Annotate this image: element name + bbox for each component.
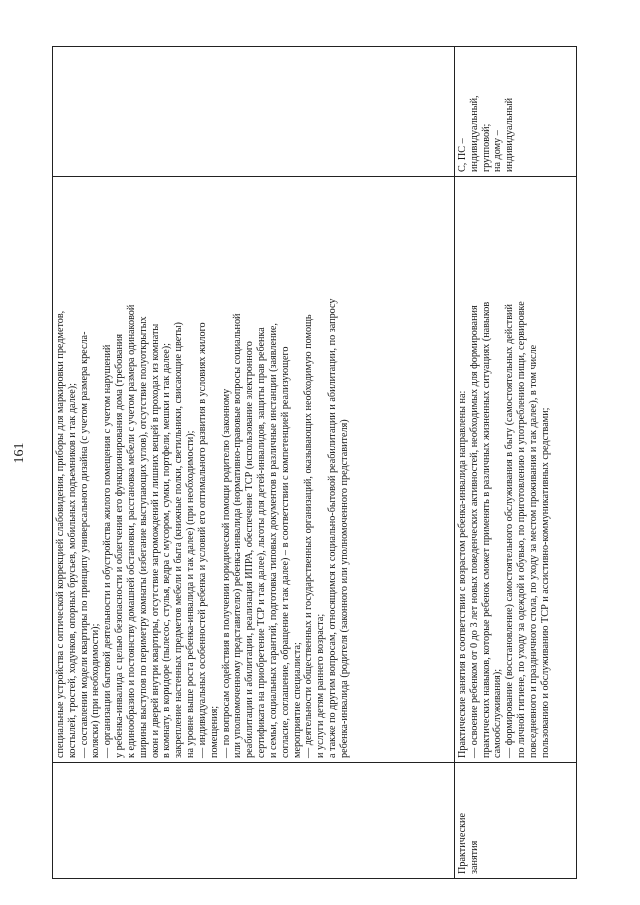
form-line: С, ПС – (457, 138, 468, 172)
text-line: самообслуживания); (492, 668, 504, 758)
label-line: занятия (468, 840, 480, 874)
text-line: или уполномоченному представителю) ребенка-инвалида (нормативно-правовые вопросы социальной (232, 313, 244, 758)
text-line: специальные устройства с оптической коррекцией слабовидения, приборы для маркировки предметов, (55, 310, 66, 758)
table-row-continuation (53, 47, 455, 879)
practical-form-cell (455, 47, 577, 177)
text-line: мероприятие специалиста; (291, 642, 303, 758)
text-line: — формирование (восстановление) самостоятельного обслуживания в быту (самостоятельных действий (504, 304, 516, 758)
text-line: Практические занятия в соответствии с возрастом ребенка-инвалида направлены на: (457, 390, 468, 758)
text-line: — составлении модели квартиры по принципу универсального дизайна (с учетом размера кресла- (78, 331, 90, 758)
text-line: в комнату, в коридоре (пылесос, стулья, ведра с мусором, сумки, портфели, мешки и так далее); (161, 343, 173, 758)
label-cell-empty (53, 763, 455, 879)
text-line: — организации бытовой деятельности и обустройства жилого помещения с учетом нарушений (102, 344, 114, 758)
text-line: — освоение ребенком от 0 до 3 лет новых поведенческих активностей, необходимых для формирования (468, 305, 480, 758)
table-row-practical (455, 47, 577, 879)
form-line: индивидуальный, (468, 95, 480, 172)
text-line: повседневного и праздничного стола, по уходу за местом проживания и так далее), в том числе (527, 344, 539, 758)
text-line: и услуги детям раннего возраста; (315, 613, 327, 758)
form-line: групповой; (480, 123, 492, 172)
text-line: у ребенка-инвалида с целью безопасности и облегчения его функционирования дома (требования (114, 333, 126, 758)
continuation-text-cell (53, 177, 455, 763)
text-line: согласие, соглашение, обращение и так далее) – в соответствии с компетенцией реализующего (279, 346, 291, 758)
text-line: и семьи, социальных гарантий, подготовка типовых документов в различные инстанции (заявление, (267, 323, 279, 758)
practical-label-cell (455, 763, 577, 879)
content-table (52, 46, 577, 879)
text-line: к единообразию и постоянству домашней обстановки, расстановка мебели с учетом размера одинаковой (125, 304, 137, 758)
label-line: Практические (457, 812, 468, 874)
practical-content-cell (455, 177, 577, 763)
continuation-lines (55, 181, 351, 758)
text-line: помещения; (208, 705, 220, 758)
text-line: сертификата на приобретение ТСР и так далее), льготы для детей-инвалидов, защиты прав ребенка (256, 327, 268, 758)
text-line: ширины выступов по периметру комнаты (избегание выступающих углов), отсутствие полуоткрытых (137, 316, 149, 758)
text-line: ребенка-инвалида (родителя (законного или уполномоченного представителя) (338, 419, 350, 758)
text-line: коляски) (при необходимости); (90, 623, 102, 758)
practical-label (457, 767, 481, 874)
text-line: — деятельности общественных и государственных организаций, оказывающих необходимую помощь (303, 314, 315, 758)
text-line: окон и дверей внутри квартиры, отсутствие загромождений и лишних вещей в проходах из комнаты (149, 323, 161, 758)
form-line: индивидуальный (504, 97, 516, 172)
text-line: пользованию и обслуживанию ТСР и ассистивно-коммуникативных средствами; (539, 407, 551, 758)
text-line: практических навыков, которые ребенок сможет применять в различных жизненных ситуациях (навыков (480, 301, 492, 758)
form-cell-empty (53, 47, 455, 177)
text-line: костылей, тростей, ходунков, опорных брусьев, мобильных подъемников и так далее); (66, 382, 78, 758)
practical-content (457, 181, 552, 758)
form-line: на дому – (492, 130, 504, 172)
text-line: реабилитации и абилитации, реализация ИПРА, обеспечение ТСР (использование электронного (244, 341, 256, 758)
text-line: на уровне выше роста ребенка-инвалида и так далее) (при необходимости); (185, 430, 197, 758)
text-line: — по вопросам содействия в получении юридической помощи родителю (законному (220, 388, 232, 758)
page-number: 161 (12, 442, 27, 464)
practical-form (457, 51, 516, 172)
text-line: закрепление настенных предметов мебели и быта (книжные полки, светильники, свисающие цветы) (173, 322, 185, 758)
text-line: — индивидуальных особенностей ребенка и условий его оптимального развития в условиях жилого (196, 322, 208, 758)
text-line: а также по другим вопросам, относящимся к социально-бытовой реабилитации и абилитации, по запросу (327, 298, 339, 758)
text-line: по личной гигиене, по уходу за одеждой и обувью, по приготовлению и употреблению пищи, сервировке (516, 301, 528, 758)
